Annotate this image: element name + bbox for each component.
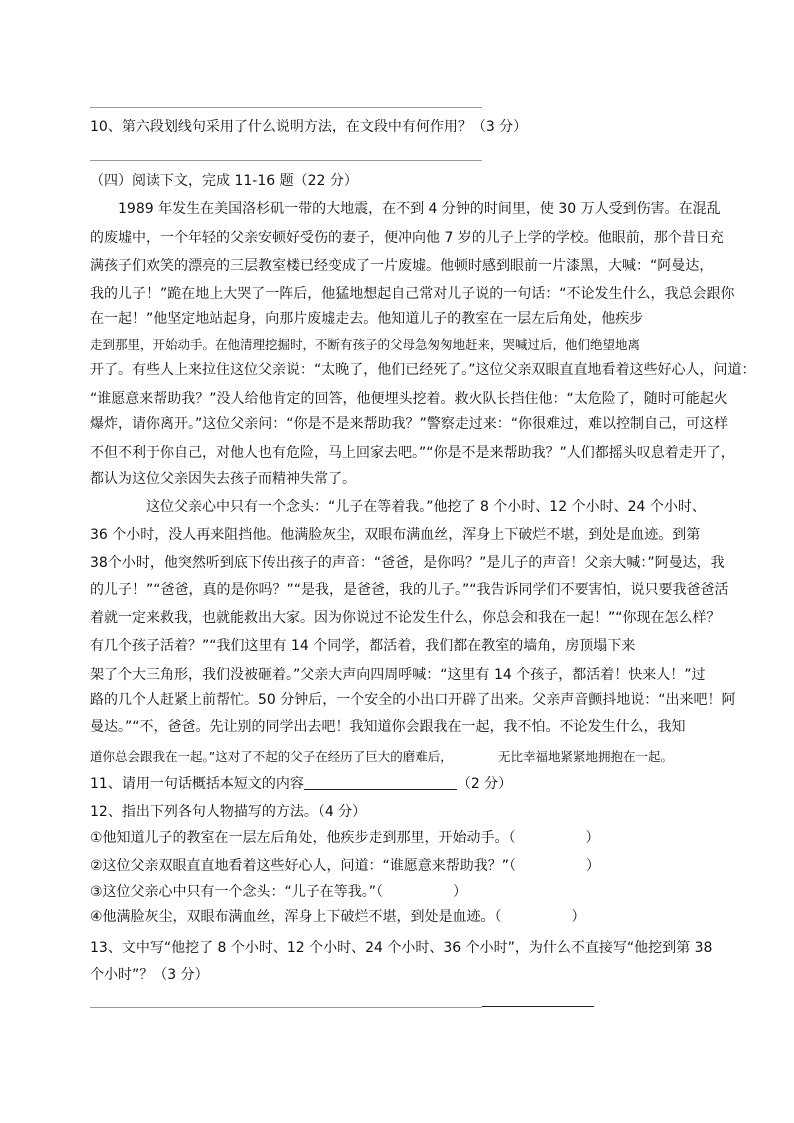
- question-11-text: 11、请用一句话概括本短文的内容: [90, 776, 304, 792]
- passage-line: “谁愿意来帮助我？”没人给他肯定的回答，他便埋头挖着。救火队长挡住他：“太危险了，随时可能起火: [90, 391, 728, 407]
- passage-line: 满孩子们欢笑的漂亮的三层教室楼已经变成了一片废墟。他顿时感到眼前一片漆黑，大喊：“阿曼达，: [90, 258, 714, 274]
- question-12-item: ③这位父亲心中只有一个念头：“儿子在等我。”（ ）: [90, 884, 468, 900]
- question-12-item: ④他满脸灰尘，双眼布满血丝，浑身上下破烂不堪，到处是血迹。（ ）: [90, 909, 586, 925]
- passage-line: 都认为这位父亲因失去孩子而精神失常了。: [90, 471, 356, 487]
- passage-line: 不但不利于你自己，对他人也有危险，马上回家去吧。”“你是不是来帮助我？”人们都摇头叹息着走开了，: [90, 445, 735, 461]
- passage-line: 开了。有些人上来拉住这位父亲说：“太晚了，他们已经死了。”这位父亲双眼直直地看着这些好心人，问道：: [90, 362, 756, 378]
- question-11-score: （2 分）: [456, 776, 513, 792]
- question-12-item: ②这位父亲双眼直直地看着这些好心人，问道：“谁愿意来帮助我？”（ ）: [90, 858, 601, 874]
- passage-line: 路的几个人赶紧上前帮忙。50 分钟后，一个安全的小出口开辟了出来。父亲声音颤抖地说：“出来吧！阿: [90, 692, 736, 708]
- passage-line: 着就一定来救我，也就能救出大家。因为你说过不论发生什么，你总会和我在一起！”“你现在怎么样？: [90, 610, 721, 626]
- passage-line: 36 个小时，没人再来阻挡他。他满脸灰尘，双眼布满血丝，浑身上下破烂不堪，到处是血迹。到第: [90, 527, 701, 543]
- answer-line: [90, 1007, 482, 1008]
- answer-line-short: [482, 1006, 594, 1007]
- passage-line: 在一起！”他坚定地站起身，向那片废墟走去。他知道儿子的教室在一层左后角处，他疾步: [90, 311, 644, 327]
- passage-line: 走到那里，开始动手。在他清理挖掘时，不断有孩子的父母急匆匆地赶来，哭喊过后，他们绝望地离: [90, 337, 641, 352]
- passage-line: 的废墟中，一个年轻的父亲安顿好受伤的妻子，便冲向他 7 岁的儿子上学的学校。他眼前，那个昔日充: [90, 230, 724, 246]
- passage-line: 38个小时，他突然听到底下传出孩子的声音：“爸爸，是你吗？”是儿子的声音！父亲大喊：”阿曼达，我: [90, 555, 725, 571]
- question-13-cont: 个小时”？（3 分）: [90, 967, 209, 983]
- question-11: [90, 774, 512, 794]
- question-13: 13、文中写“他挖了 8 个小时、12 个小时、24 个小时、36 个小时”，为什么不直接写“他挖到第 38: [90, 940, 713, 956]
- answer-line: [90, 160, 482, 161]
- passage-line: 无比幸福地紧紧地拥抱在一起。: [498, 749, 674, 764]
- passage-line: 这位父亲心中只有一个念头：“儿子在等着我。”他挖了 8 个小时、12 个小时、24 个小时、: [146, 499, 706, 515]
- passage-line: 爆炸，请你离开。”这位父亲问：“你是不是来帮助我？”警察走过来：“你很难过，难以控制自己，可这样: [90, 416, 729, 432]
- question-10: 10、第六段划线句采用了什么说明方法，在文段中有何作用？（3 分）: [90, 119, 528, 135]
- passage-line: 的儿子！”“爸爸，真的是你吗？”“是我，是爸爸，我的儿子。”“我告诉同学们不要害怕，说只要我爸爸活: [90, 582, 729, 598]
- passage-line: 道你总会跟我在一起。”这对了不起的父子在经历了巨大的磨难后，: [90, 749, 453, 764]
- passage-line: 有几个孩子活着？”“我们这里有 14 个同学，都活着，我们都在教室的墙角，房顶塌下来: [90, 638, 636, 654]
- answer-line: [90, 107, 482, 108]
- passage-line: 曼达。”“不，爸爸。先让别的同学出去吧！我知道你会跟我在一起，我不怕。不论发生什么，我知: [90, 719, 686, 735]
- question-12-item: ①他知道儿子的教室在一层左后角处，他疾步走到那里，开始动手。（ ）: [90, 830, 600, 846]
- passage-line: 1989 年发生在美国洛杉矶一带的大地震，在不到 4 分钟的时间里，使 30 万人受到伤害。在混乱: [118, 201, 721, 217]
- answer-blank[interactable]: [304, 775, 457, 790]
- section-heading: （四）阅读下文，完成 11-16 题（22 分）: [90, 173, 358, 189]
- question-12: 12、指出下列各句人物描写的方法。（4 分）: [90, 804, 367, 820]
- passage-line: 我的儿子！”跪在地上大哭了一阵后，他猛地想起自己常对儿子说的一句话：“不论发生什么，我总会跟你: [90, 286, 735, 302]
- passage-line: 架了个大三角形，我们没被砸着。”父亲大声向四周呼喊：“这里有 14 个孩子，都活着！快来人！”过: [90, 667, 706, 683]
